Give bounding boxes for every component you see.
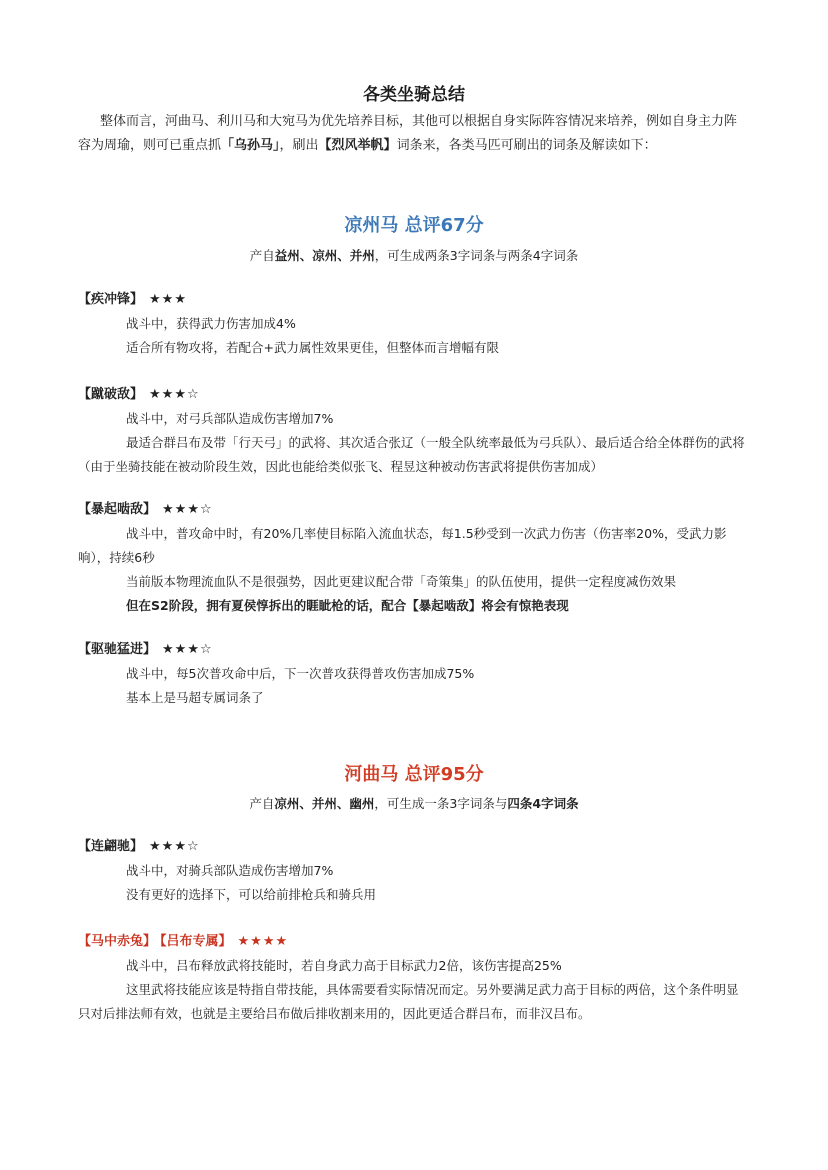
trait-header — [78, 835, 748, 859]
section-subtitle-hequ — [0, 794, 828, 812]
trait-effect: 战斗中，获得武力伤害加成4% — [126, 316, 296, 331]
trait-name: 【疾冲锋】 — [78, 292, 144, 307]
trait-comment: 最适合群吕布及带「行天弓」的武将、其次适合张辽（一般全队统率最低为弓兵队）、最后适合给全体群伤的武将（由于坐骑技能在被动阶段生效，因此也能给类似张飞、程昱这种被动伤害武将提供伤害加成） — [78, 435, 745, 474]
trait-comment: 适合所有物攻将，若配合+武力属性效果更佳，但整体而言增幅有限 — [126, 340, 499, 355]
trait-name: 【蹴破敌】 — [78, 387, 144, 402]
trait-comment: 当前版本物理流血队不是很强势，因此更建议配合带「奇策集」的队伍使用，提供一定程度减伤效果 — [126, 574, 677, 589]
intro-highlight-horse: 「乌孙马」 — [221, 138, 280, 153]
trait-name: 【驱驰猛进】 — [78, 642, 157, 657]
section-title-hequ: 河曲马 总评95分 — [344, 764, 484, 785]
trait-effect: 战斗中，普攻命中时，有20%几率使目标陷入流血状态，每1.5秒受到一次武力伤害（伤害率20%，受武力影响），持续6秒 — [78, 526, 727, 565]
origin-prefix: 产自 — [249, 248, 275, 263]
trait-baoqinieddi — [78, 498, 748, 618]
exclusive-tag: 【吕布专属】 — [160, 934, 232, 949]
origin-prefix: 产自 — [249, 796, 275, 811]
star-rating: ★★★ — [149, 292, 187, 307]
trait-quchimengjin — [78, 638, 748, 710]
trait-header — [78, 930, 748, 954]
section-title-liangzhou: 凉州马 总评67分 — [344, 215, 484, 236]
trait-comment: 基本上是马超专属词条了 — [126, 690, 264, 705]
intro-paragraph — [78, 110, 748, 158]
origin-mid: ，可生成一条3字词条与 — [374, 796, 508, 811]
trait-comment: 这里武将技能应该是特指自带技能，具体需要看实际情况而定。另外要满足武力高于目标的两倍，这个条件明显只对后排法师有效，也就是主要给吕布做后排收割来用的，因此更适合群吕布，而非汉吕布。 — [78, 982, 739, 1021]
trait-name: 【暴起啮敌】 — [78, 502, 157, 517]
trait-header — [78, 498, 748, 522]
page-title: 各类坐骑总结 — [363, 85, 465, 105]
star-rating: ★★★☆ — [162, 642, 213, 657]
trait-mazhongchitu — [78, 930, 748, 1026]
trait-bold-note: 但在S2阶段，拥有夏侯惇拆出的睚眦枪的话，配合【暴起啮敌】将会有惊艳表现 — [126, 598, 569, 613]
origin-places: 益州、凉州、并州 — [274, 248, 375, 263]
intro-highlight-trait: 【烈风举帆】 — [318, 138, 397, 153]
intro-text-3: 词条来，各类马匹可刷出的词条及解读如下： — [396, 138, 657, 153]
origin-places: 凉州、并州、幽州 — [274, 796, 375, 811]
trait-header — [78, 383, 748, 407]
star-rating: ★★★☆ — [162, 502, 213, 517]
trait-jichongfeng — [78, 288, 748, 360]
section-subtitle-liangzhou — [0, 246, 828, 264]
origin-suffix: ，可生成两条3字词条与两条4字词条 — [374, 248, 579, 263]
star-rating: ★★★★ — [237, 934, 289, 949]
trait-effect: 战斗中，每5次普攻命中后，下一次普攻获得普攻伤害加成75% — [126, 666, 475, 681]
origin-bold-tail: 四条4字词条 — [507, 796, 579, 811]
star-rating: ★★★☆ — [149, 839, 200, 854]
trait-name: 【连翩驰】 — [78, 839, 144, 854]
trait-effect: 战斗中，吕布释放武将技能时，若自身武力高于目标武力2倍，该伤害提高25% — [126, 958, 562, 973]
trait-cupodi — [78, 383, 748, 479]
trait-effect: 战斗中，对弓兵部队造成伤害增加7% — [126, 411, 334, 426]
star-rating: ★★★☆ — [149, 387, 200, 402]
trait-effect: 战斗中，对骑兵部队造成伤害增加7% — [126, 863, 334, 878]
intro-text-2: ，刷出 — [279, 138, 319, 153]
trait-header — [78, 288, 748, 312]
intro-text-1: 整体而言，河曲马、利川马和大宛马为优先培养目标，其他可以根据自身实际阵容情况来培养，例如自身主力阵容为周瑜，则可已重点抓 — [78, 114, 738, 153]
trait-header — [78, 638, 748, 662]
trait-lianpianchi — [78, 835, 748, 907]
trait-comment: 没有更好的选择下，可以给前排枪兵和骑兵用 — [126, 887, 377, 902]
trait-name: 【马中赤兔】 — [78, 934, 157, 949]
